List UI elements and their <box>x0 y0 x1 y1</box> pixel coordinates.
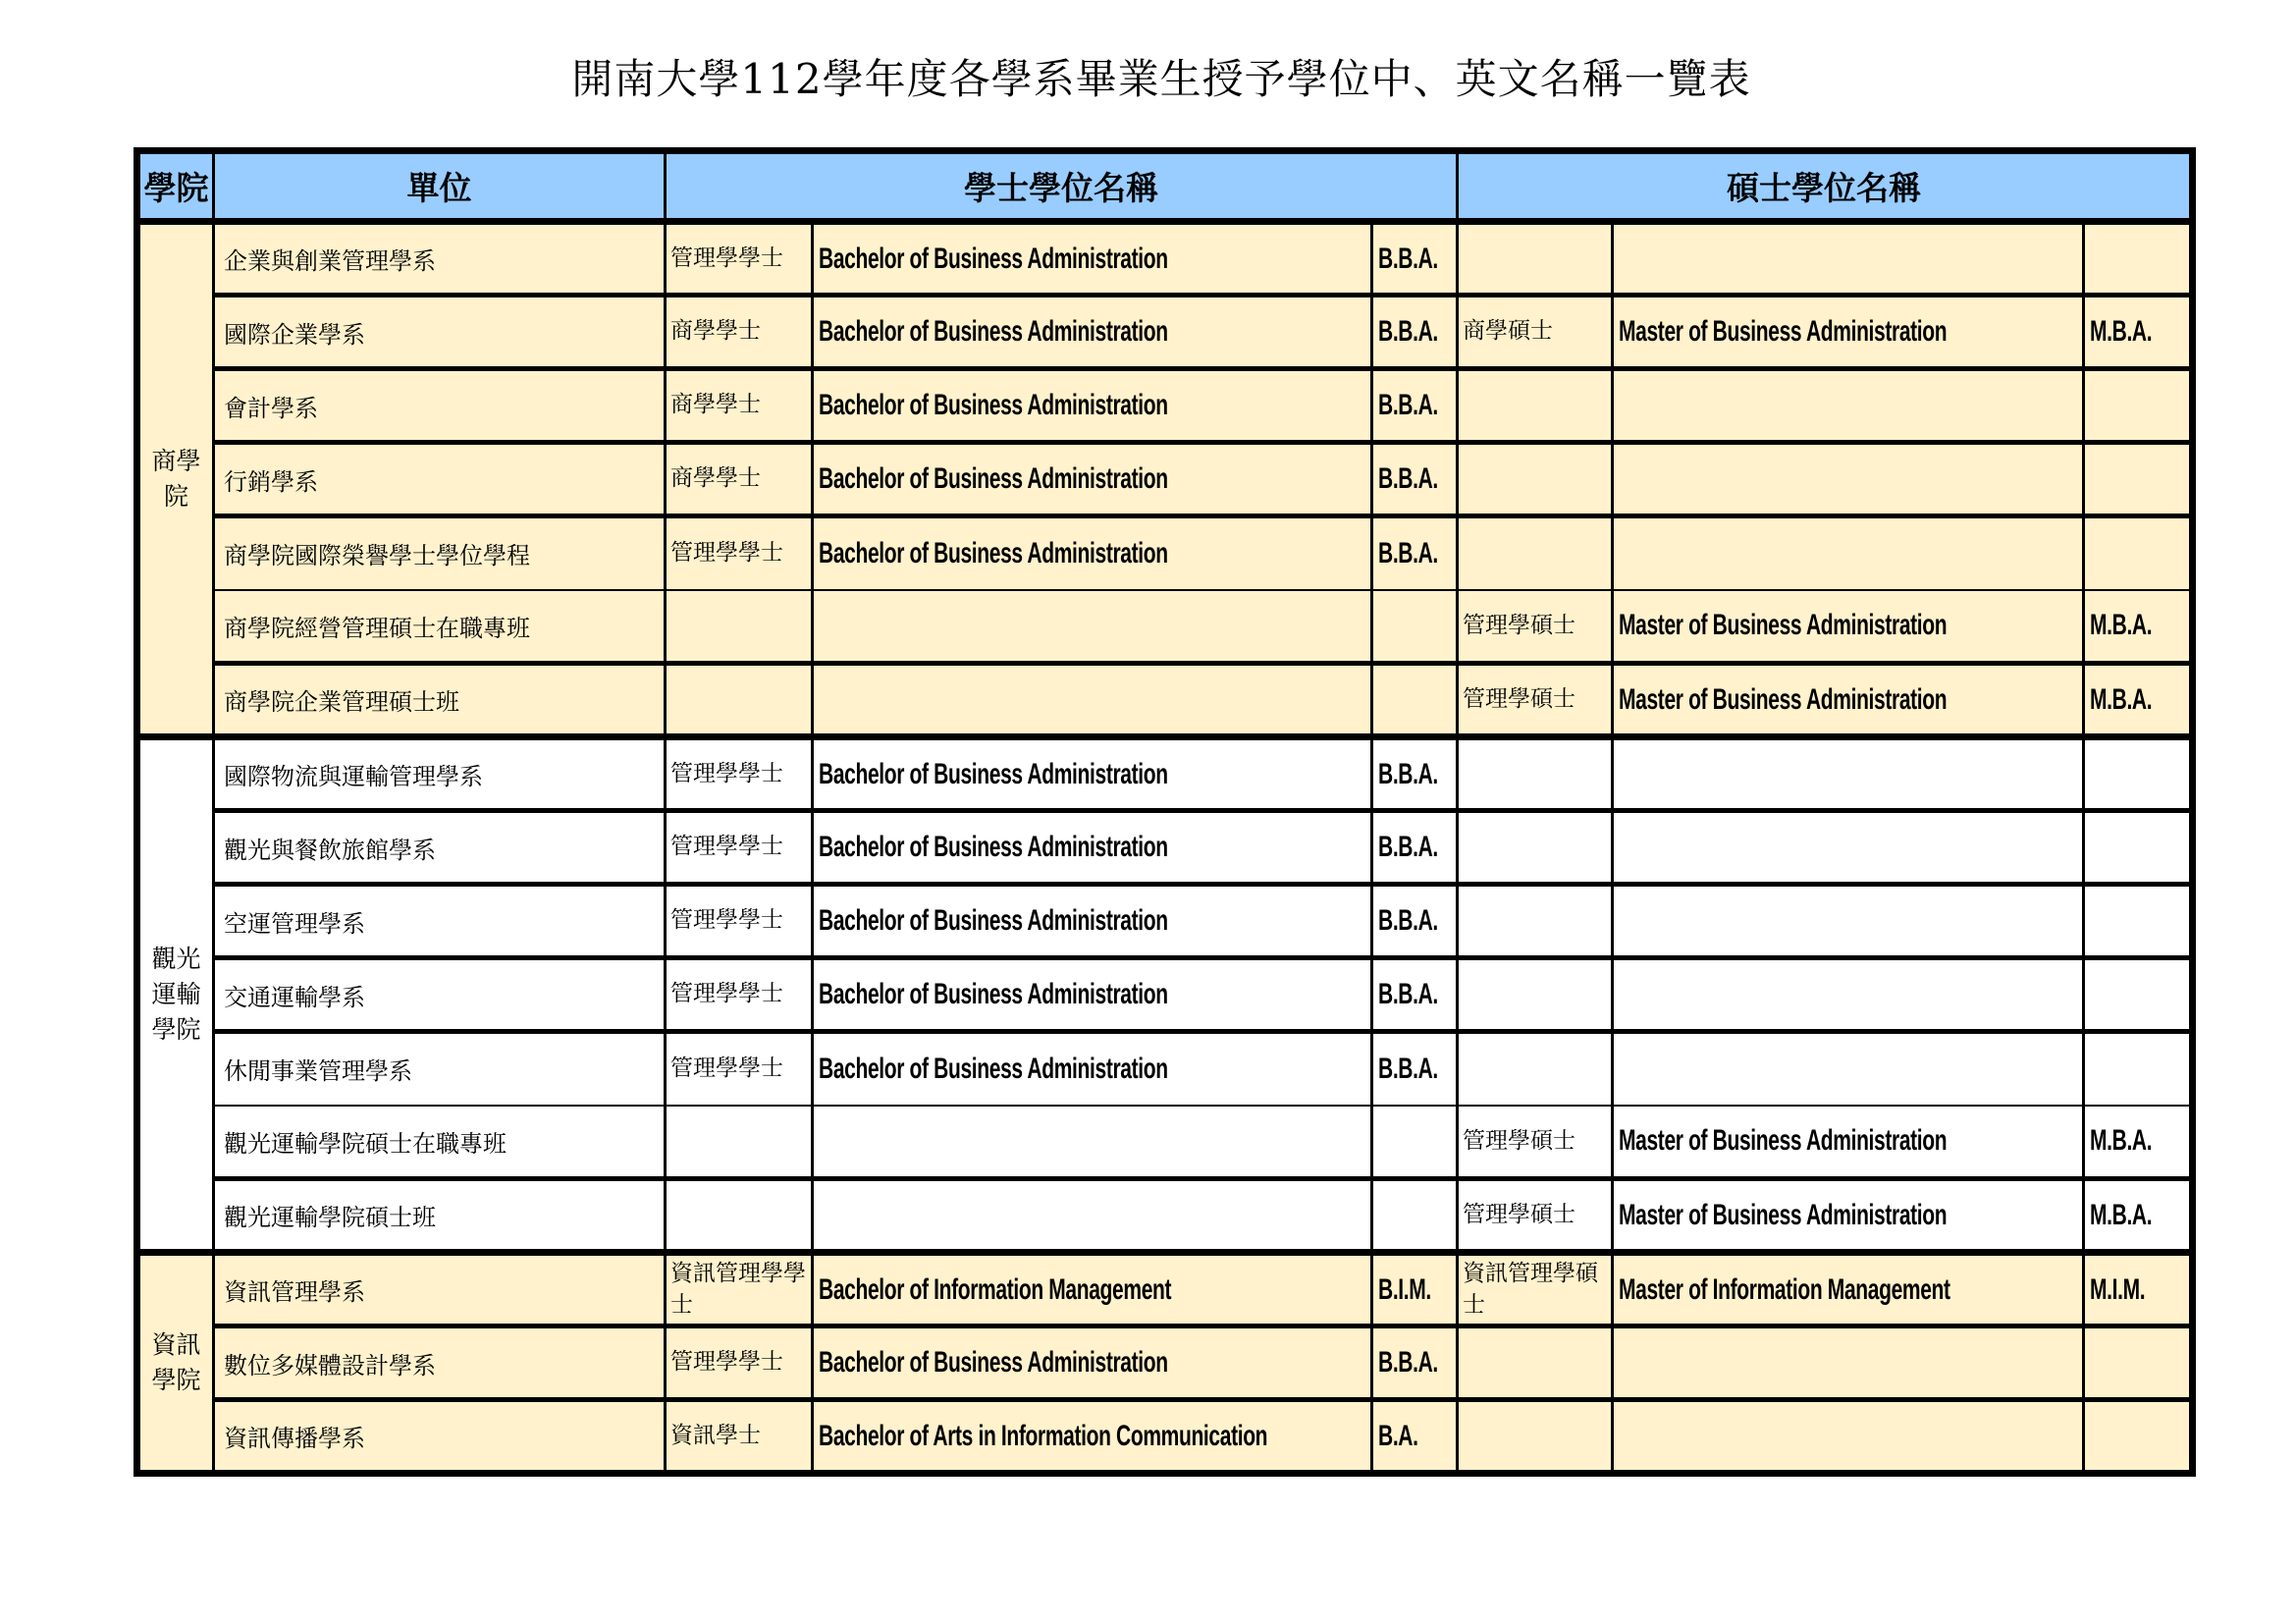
master-degree-cn-cell <box>1458 737 1613 811</box>
bachelor-degree-abbr-cell <box>1372 1179 1458 1253</box>
bachelor-degree-abbr-cell <box>1372 1326 1458 1400</box>
bachelor-degree-abbr-cell <box>1372 1400 1458 1474</box>
bachelor-degree-cn-cell <box>666 590 813 664</box>
bachelor-degree-en-text: Bachelor of Business Administration <box>819 904 1168 937</box>
master-degree-cn-cell: 管理學碩士 <box>1458 664 1613 737</box>
master-degree-cn-cell <box>1458 222 1613 296</box>
master-degree-abbr-cell <box>2084 222 2193 296</box>
master-degree-abbr-text: M.B.A. <box>2090 682 2153 716</box>
college-cell: 商學院 <box>137 222 214 737</box>
master-degree-abbr-cell <box>2084 590 2193 664</box>
master-degree-abbr-cell <box>2084 885 2193 958</box>
bachelor-degree-en-text: Bachelor of Arts in Information Communication <box>819 1419 1268 1452</box>
master-degree-en-cell <box>1613 664 2084 737</box>
header-college: 學院 <box>137 151 214 222</box>
master-degree-abbr-cell <box>2084 1400 2193 1474</box>
table-row <box>137 1106 2193 1179</box>
bachelor-degree-abbr-text: B.B.A. <box>1378 315 1438 348</box>
unit-cell: 空運管理學系 <box>214 885 666 958</box>
page-title: 開南大學112學年度各學系畢業生授予學位中、英文名稱一覽表 <box>571 55 1751 103</box>
unit-cell: 國際物流與運輸管理學系 <box>214 737 666 811</box>
master-degree-abbr-cell <box>2084 369 2193 443</box>
bachelor-degree-cn-cell: 資訊管理學學士 <box>666 1253 813 1326</box>
bachelor-degree-en-cell <box>813 1179 1372 1253</box>
bachelor-degree-en-text: Bachelor of Business Administration <box>819 389 1168 421</box>
bachelor-degree-abbr-cell <box>1372 737 1458 811</box>
master-degree-abbr-cell <box>2084 664 2193 737</box>
master-degree-abbr-cell <box>2084 1032 2193 1106</box>
table-row <box>137 296 2193 369</box>
table-row <box>137 1326 2193 1400</box>
bachelor-degree-abbr-cell <box>1372 1106 1458 1179</box>
bachelor-degree-en-text: Bachelor of Business Administration <box>819 1346 1168 1379</box>
bachelor-degree-abbr-cell <box>1372 516 1458 590</box>
bachelor-degree-abbr-cell <box>1372 958 1458 1032</box>
bachelor-degree-en-cell <box>813 222 1372 296</box>
bachelor-degree-en-cell <box>813 296 1372 369</box>
table-row <box>137 1179 2193 1253</box>
master-degree-en-cell <box>1613 1400 2084 1474</box>
bachelor-degree-en-cell <box>813 664 1372 737</box>
bachelor-degree-en-cell <box>813 737 1372 811</box>
master-degree-abbr-cell <box>2084 1253 2193 1326</box>
master-degree-en-text: Master of Business Administration <box>1619 609 1948 642</box>
unit-cell: 數位多媒體設計學系 <box>214 1326 666 1400</box>
master-degree-abbr-text: M.B.A. <box>2090 315 2153 348</box>
college-cell: 資訊學院 <box>137 1253 214 1474</box>
master-degree-abbr-text: M.B.A. <box>2090 1198 2153 1231</box>
bachelor-degree-en-cell <box>813 516 1372 590</box>
bachelor-degree-cn-cell: 商學學士 <box>666 443 813 516</box>
bachelor-degree-cn-cell <box>666 1106 813 1179</box>
bachelor-degree-en-text: Bachelor of Business Administration <box>819 462 1168 495</box>
master-degree-en-text: Master of Business Administration <box>1619 1198 1948 1231</box>
master-degree-abbr-cell <box>2084 296 2193 369</box>
bachelor-degree-abbr-text: B.B.A. <box>1378 242 1438 275</box>
table-row <box>137 1400 2193 1474</box>
bachelor-degree-en-cell <box>813 885 1372 958</box>
degree-table <box>133 147 2196 1477</box>
master-degree-en-cell <box>1613 1253 2084 1326</box>
master-degree-en-cell <box>1613 222 2084 296</box>
master-degree-en-cell <box>1613 1106 2084 1179</box>
table-row <box>137 664 2193 737</box>
master-degree-cn-cell: 管理學碩士 <box>1458 1179 1613 1253</box>
master-degree-en-cell <box>1613 811 2084 885</box>
master-degree-abbr-cell <box>2084 958 2193 1032</box>
bachelor-degree-en-cell <box>813 443 1372 516</box>
bachelor-degree-cn-cell: 管理學學士 <box>666 737 813 811</box>
master-degree-en-text: Master of Information Management <box>1619 1272 1950 1306</box>
master-degree-abbr-cell <box>2084 737 2193 811</box>
master-degree-abbr-cell <box>2084 1106 2193 1179</box>
master-degree-cn-cell <box>1458 443 1613 516</box>
master-degree-cn-cell <box>1458 516 1613 590</box>
bachelor-degree-abbr-text: B.B.A. <box>1378 1052 1438 1085</box>
table-row <box>137 885 2193 958</box>
bachelor-degree-abbr-text: B.B.A. <box>1378 1346 1438 1379</box>
unit-cell: 觀光運輸學院碩士在職專班 <box>214 1106 666 1179</box>
bachelor-degree-abbr-cell <box>1372 443 1458 516</box>
bachelor-degree-abbr-cell <box>1372 1032 1458 1106</box>
unit-cell: 觀光與餐飲旅館學系 <box>214 811 666 885</box>
bachelor-degree-abbr-text: B.B.A. <box>1378 389 1438 421</box>
bachelor-degree-en-cell <box>813 1253 1372 1326</box>
master-degree-en-cell <box>1613 369 2084 443</box>
unit-cell: 資訊傳播學系 <box>214 1400 666 1474</box>
bachelor-degree-en-text: Bachelor of Business Administration <box>819 242 1168 275</box>
master-degree-en-cell <box>1613 737 2084 811</box>
bachelor-degree-abbr-text: B.A. <box>1378 1419 1418 1452</box>
bachelor-degree-en-cell <box>813 958 1372 1032</box>
bachelor-degree-en-cell <box>813 811 1372 885</box>
master-degree-cn-cell: 商學碩士 <box>1458 296 1613 369</box>
master-degree-cn-cell <box>1458 958 1613 1032</box>
bachelor-degree-en-cell <box>813 369 1372 443</box>
master-degree-cn-cell: 管理學碩士 <box>1458 1106 1613 1179</box>
bachelor-degree-abbr-cell <box>1372 590 1458 664</box>
bachelor-degree-cn-cell: 管理學學士 <box>666 1326 813 1400</box>
unit-cell: 休閒事業管理學系 <box>214 1032 666 1106</box>
table-row <box>137 958 2193 1032</box>
bachelor-degree-abbr-text: B.B.A. <box>1378 831 1438 863</box>
bachelor-degree-en-text: Bachelor of Business Administration <box>819 315 1168 348</box>
bachelor-degree-cn-cell <box>666 1179 813 1253</box>
master-degree-cn-cell <box>1458 1400 1613 1474</box>
master-degree-cn-cell: 資訊管理學碩士 <box>1458 1253 1613 1326</box>
header-bachelor-degree: 學士學位名稱 <box>666 151 1458 222</box>
table-row <box>137 1032 2193 1106</box>
master-degree-en-cell <box>1613 443 2084 516</box>
master-degree-en-text: Master of Business Administration <box>1619 315 1948 348</box>
bachelor-degree-abbr-cell <box>1372 664 1458 737</box>
master-degree-en-cell <box>1613 885 2084 958</box>
table-row <box>137 811 2193 885</box>
header-unit: 單位 <box>214 151 666 222</box>
master-degree-en-cell <box>1613 1326 2084 1400</box>
bachelor-degree-cn-cell: 管理學學士 <box>666 1032 813 1106</box>
master-degree-en-text: Master of Business Administration <box>1619 682 1948 716</box>
unit-cell: 會計學系 <box>214 369 666 443</box>
header-row <box>137 151 2193 222</box>
bachelor-degree-abbr-text: B.B.A. <box>1378 536 1438 569</box>
master-degree-en-cell <box>1613 516 2084 590</box>
bachelor-degree-abbr-cell <box>1372 222 1458 296</box>
bachelor-degree-en-text: Bachelor of Business Administration <box>819 831 1168 863</box>
bachelor-degree-abbr-cell <box>1372 296 1458 369</box>
unit-cell: 交通運輸學系 <box>214 958 666 1032</box>
master-degree-en-cell <box>1613 1179 2084 1253</box>
master-degree-cn-cell <box>1458 885 1613 958</box>
bachelor-degree-en-cell <box>813 590 1372 664</box>
master-degree-en-cell <box>1613 590 2084 664</box>
table-row <box>137 1253 2193 1326</box>
header-master-degree: 碩士學位名稱 <box>1458 151 2193 222</box>
bachelor-degree-cn-cell: 商學學士 <box>666 369 813 443</box>
bachelor-degree-cn-cell <box>666 664 813 737</box>
bachelor-degree-en-text: Bachelor of Business Administration <box>819 757 1168 790</box>
bachelor-degree-cn-cell: 資訊學士 <box>666 1400 813 1474</box>
bachelor-degree-abbr-cell <box>1372 811 1458 885</box>
bachelor-degree-abbr-text: B.I.M. <box>1378 1272 1431 1306</box>
bachelor-degree-en-text: Bachelor of Business Administration <box>819 1052 1168 1085</box>
bachelor-degree-cn-cell: 管理學學士 <box>666 958 813 1032</box>
master-degree-abbr-text: M.B.A. <box>2090 609 2153 642</box>
unit-cell: 觀光運輸學院碩士班 <box>214 1179 666 1253</box>
master-degree-abbr-cell <box>2084 1179 2193 1253</box>
college-cell: 觀光運輸學院 <box>137 737 214 1253</box>
bachelor-degree-en-cell <box>813 1326 1372 1400</box>
unit-cell: 商學院企業管理碩士班 <box>214 664 666 737</box>
master-degree-abbr-cell <box>2084 1326 2193 1400</box>
master-degree-cn-cell <box>1458 1032 1613 1106</box>
bachelor-degree-cn-cell: 管理學學士 <box>666 222 813 296</box>
bachelor-degree-en-cell <box>813 1400 1372 1474</box>
bachelor-degree-abbr-text: B.B.A. <box>1378 462 1438 495</box>
master-degree-cn-cell <box>1458 369 1613 443</box>
table-row <box>137 222 2193 296</box>
master-degree-cn-cell: 管理學碩士 <box>1458 590 1613 664</box>
bachelor-degree-abbr-cell <box>1372 885 1458 958</box>
bachelor-degree-en-text: Bachelor of Business Administration <box>819 978 1168 1010</box>
unit-cell: 國際企業學系 <box>214 296 666 369</box>
master-degree-abbr-cell <box>2084 516 2193 590</box>
master-degree-cn-cell <box>1458 811 1613 885</box>
unit-cell: 企業與創業管理學系 <box>214 222 666 296</box>
table-row <box>137 590 2193 664</box>
master-degree-en-text: Master of Business Administration <box>1619 1124 1948 1158</box>
unit-cell: 行銷學系 <box>214 443 666 516</box>
master-degree-en-cell <box>1613 958 2084 1032</box>
bachelor-degree-en-cell <box>813 1106 1372 1179</box>
table-row <box>137 737 2193 811</box>
bachelor-degree-cn-cell: 管理學學士 <box>666 516 813 590</box>
unit-cell: 資訊管理學系 <box>214 1253 666 1326</box>
master-degree-en-cell <box>1613 296 2084 369</box>
bachelor-degree-abbr-text: B.B.A. <box>1378 757 1438 790</box>
master-degree-abbr-text: M.B.A. <box>2090 1124 2153 1158</box>
bachelor-degree-cn-cell: 商學學士 <box>666 296 813 369</box>
bachelor-degree-abbr-text: B.B.A. <box>1378 978 1438 1010</box>
bachelor-degree-cn-cell: 管理學學士 <box>666 885 813 958</box>
table-row <box>137 369 2193 443</box>
unit-cell: 商學院經營管理碩士在職專班 <box>214 590 666 664</box>
master-degree-abbr-text: M.I.M. <box>2090 1272 2146 1306</box>
bachelor-degree-cn-cell: 管理學學士 <box>666 811 813 885</box>
master-degree-abbr-cell <box>2084 811 2193 885</box>
bachelor-degree-en-text: Bachelor of Information Management <box>819 1272 1172 1306</box>
bachelor-degree-abbr-cell <box>1372 1253 1458 1326</box>
table-row <box>137 443 2193 516</box>
master-degree-en-cell <box>1613 1032 2084 1106</box>
bachelor-degree-abbr-cell <box>1372 369 1458 443</box>
master-degree-cn-cell <box>1458 1326 1613 1400</box>
bachelor-degree-en-text: Bachelor of Business Administration <box>819 536 1168 569</box>
bachelor-degree-abbr-text: B.B.A. <box>1378 904 1438 937</box>
unit-cell: 商學院國際榮譽學士學位學程 <box>214 516 666 590</box>
bachelor-degree-en-cell <box>813 1032 1372 1106</box>
table-row <box>137 516 2193 590</box>
master-degree-abbr-cell <box>2084 443 2193 516</box>
